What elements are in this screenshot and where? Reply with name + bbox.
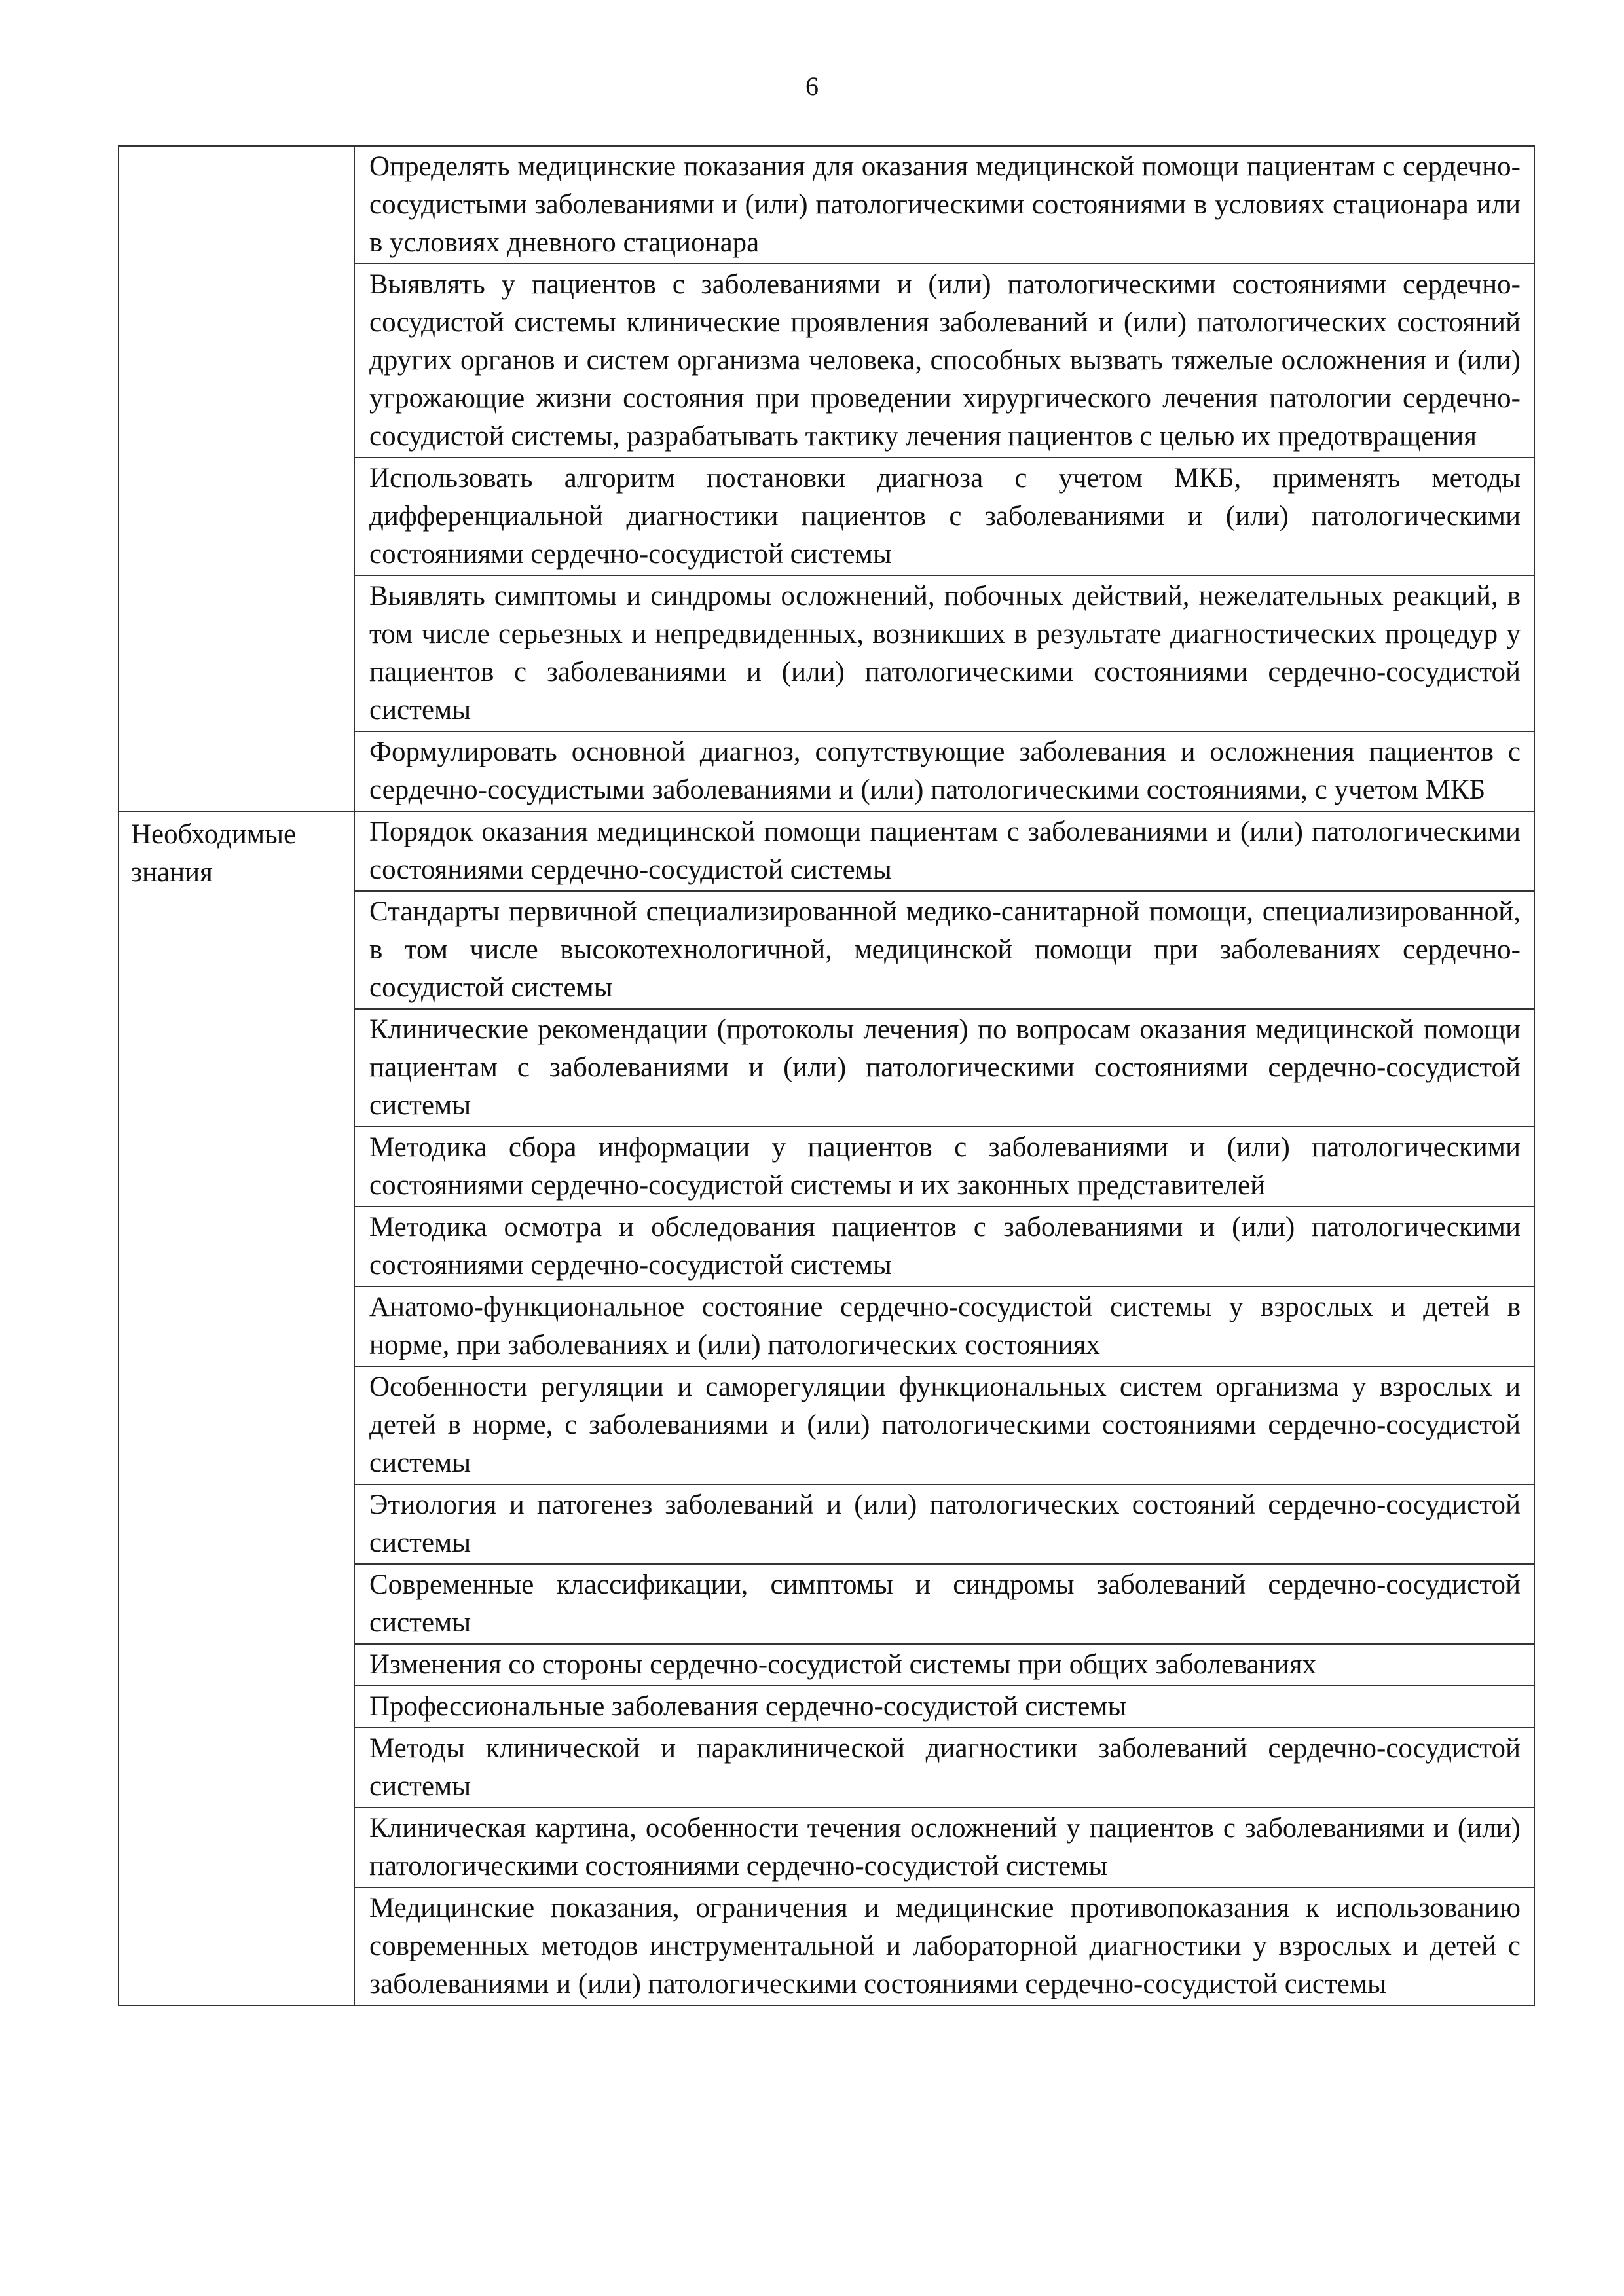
knowledge-item: Порядок оказания медицинской помощи пациентам с заболеваниями и (или) патологическими состояниями сердечно-сосудистой системы [369, 816, 1521, 885]
page-number: 6 [805, 71, 819, 101]
knowledge-item: Методы клинической и параклинической диагностики заболеваний сердечно-сосудистой системы [369, 1733, 1521, 1802]
table-cell [354, 1286, 1534, 1366]
skill-item: Формулировать основной диагноз, сопутствующие заболевания и осложнения пациентов с сердечно-сосудистыми заболеваниями и (или) патологическими состояниями, с учетом МКБ [369, 737, 1521, 805]
knowledge-item: Стандарты первичной специализированной медико-санитарной помощи, специализированной, в том числе высокотехнологичной, медицинской помощи при заболеваниях сердечно-сосудистой системы [369, 896, 1521, 1003]
table-cell [354, 811, 1534, 891]
knowledge-item: Клинические рекомендации (протоколы лечения) по вопросам оказания медицинской помощи пациентам с заболеваниями и (или) патологическими состояниями сердечно-сосудистой системы [369, 1014, 1521, 1121]
knowledge-label-cell [119, 811, 354, 2005]
table-cell [354, 1728, 1534, 1808]
knowledge-item: Профессиональные заболевания сердечно-сосудистой системы [369, 1691, 1127, 1722]
table-cell [354, 1808, 1534, 1887]
table-cell [354, 731, 1534, 811]
table-row [119, 811, 1534, 891]
knowledge-item: Этиология и патогенез заболеваний и (или) патологических состояний сердечно-сосудистой системы [369, 1489, 1521, 1558]
knowledge-item: Особенности регуляции и саморегуляции функциональных систем организма у взрослых и детей в норме, с заболеваниями и (или) патологическими состояниями сердечно-сосудистой системы [369, 1372, 1521, 1478]
table-cell [354, 1686, 1534, 1728]
table-row [119, 146, 1534, 264]
table-cell [354, 1366, 1534, 1484]
table-cell [354, 1207, 1534, 1286]
knowledge-item: Медицинские показания, ограничения и медицинские противопоказания к использованию современных методов инструментальной и лабораторной диагностики у взрослых и детей с заболеваниями и (или) патологическими состояниями сердечно-сосудистой системы [369, 1893, 1521, 1999]
skill-item: Определять медицинские показания для оказания медицинской помощи пациентам с сердечно-сосудистыми заболеваниями и (или) патологическими состояниями в условиях стационара или в условиях дневного стационара [369, 151, 1521, 258]
knowledge-item: Методика осмотра и обследования пациентов с заболеваниями и (или) патологическими состояниями сердечно-сосудистой системы [369, 1212, 1521, 1281]
skill-item: Выявлять симптомы и синдромы осложнений, побочных действий, нежелательных реакций, в том числе серьезных и непредвиденных, возникших в результате диагностических процедур у пациентов с заболеваниями и (или) патологическими состояниями сердечно-сосудистой системы [369, 581, 1521, 725]
label-cell-empty [119, 146, 354, 811]
table-cell [354, 1564, 1534, 1644]
table-cell [354, 891, 1534, 1009]
competency-table [118, 145, 1535, 2006]
table-cell [354, 1484, 1534, 1564]
table-cell [354, 1127, 1534, 1207]
table-cell [354, 1009, 1534, 1127]
table-cell [354, 458, 1534, 575]
table-cell [354, 1887, 1534, 2005]
knowledge-item: Современные классификации, симптомы и синдромы заболеваний сердечно-сосудистой системы [369, 1569, 1521, 1638]
table-cell [354, 264, 1534, 458]
knowledge-item: Изменения со стороны сердечно-сосудистой системы при общих заболеваниях [369, 1649, 1317, 1680]
knowledge-item: Клиническая картина, особенности течения осложнений у пациентов с заболеваниями и (или) патологическими состояниями сердечно-сосудистой системы [369, 1813, 1521, 1882]
skill-item: Использовать алгоритм постановки диагноза с учетом МКБ, применять методы дифференциальной диагностики пациентов с заболеваниями и (или) патологическими состояниями сердечно-сосудистой системы [369, 463, 1521, 570]
knowledge-item: Методика сбора информации у пациентов с заболеваниями и (или) патологическими состояниями сердечно-сосудистой системы и их законных представителей [369, 1132, 1521, 1201]
table-cell [354, 146, 1534, 264]
table-cell [354, 1644, 1534, 1686]
table-cell [354, 575, 1534, 731]
knowledge-item: Анатомо-функциональное состояние сердечно-сосудистой системы у взрослых и детей в норме, при заболеваниях и (или) патологических состояниях [369, 1292, 1521, 1360]
skill-item: Выявлять у пациентов с заболеваниями и (или) патологическими состояниями сердечно-сосудистой системы клинические проявления заболеваний и (или) патологических состояний других органов и систем организма человека, способных вызвать тяжелые осложнения и (или) угрожающие жизни состояния при проведении хирургического лечения патологии сердечно-сосудистой системы, разрабатывать тактику лечения пациентов с целью их предотвращения [369, 269, 1521, 452]
knowledge-label: Необходимые знания [131, 819, 297, 888]
